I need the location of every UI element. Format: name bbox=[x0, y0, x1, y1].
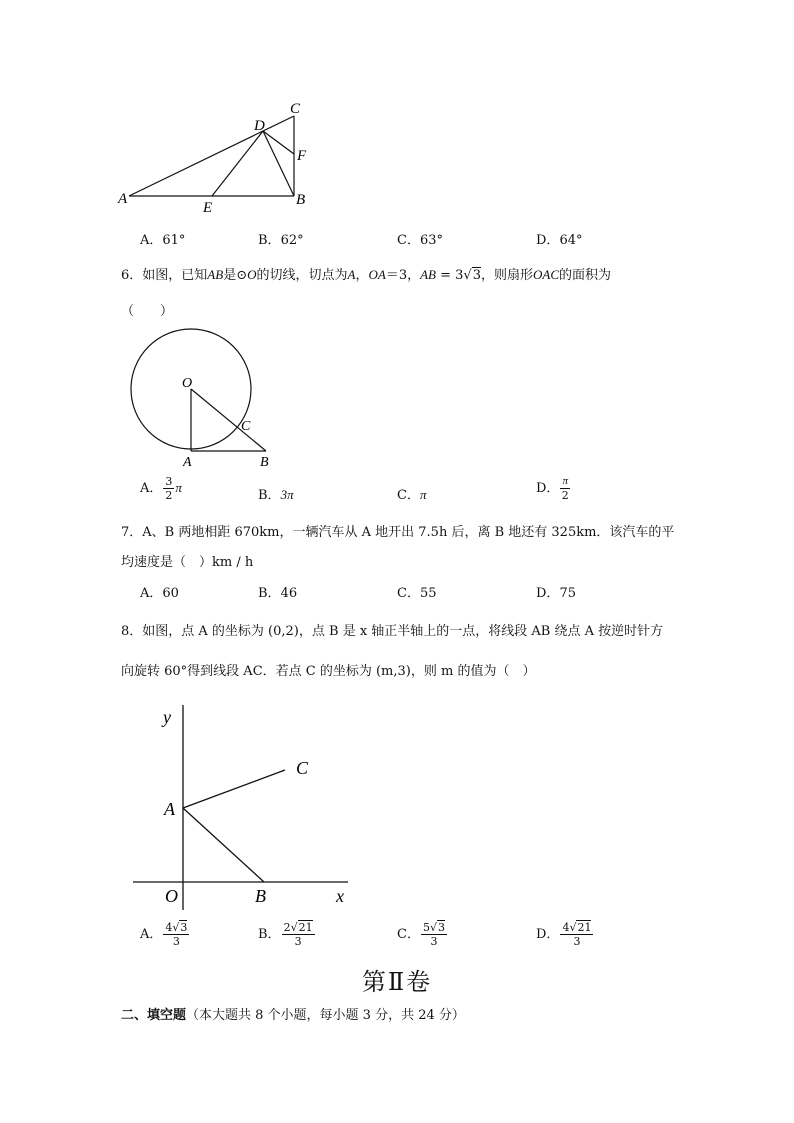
q6-answer-paren: （ ） bbox=[121, 304, 174, 319]
label-C: C bbox=[290, 101, 301, 117]
label-B: B bbox=[260, 455, 269, 470]
label-O: O bbox=[165, 886, 178, 906]
q7-option-d[interactable]: D．75 bbox=[536, 586, 576, 601]
label-A: A bbox=[118, 191, 128, 207]
volume-title: 第Ⅱ卷 bbox=[361, 968, 433, 996]
q5-option-a[interactable] bbox=[140, 229, 185, 248]
label-F: F bbox=[297, 148, 307, 164]
q8-option-c[interactable]: C． $\frac{5√3}{3}$ bbox=[397, 921, 445, 948]
section-title: 二、填空题 bbox=[121, 1008, 187, 1023]
fraction: $\frac{3}{2}$ bbox=[165, 475, 173, 502]
option-letter: A． bbox=[140, 233, 163, 248]
fraction: $\frac{2√21}{3}$ bbox=[283, 921, 313, 948]
label-A: A bbox=[183, 455, 192, 470]
label-E: E bbox=[203, 200, 213, 216]
q6-option-a[interactable]: A． $\frac{3}{2}$ π bbox=[140, 475, 182, 502]
q5-option-b[interactable] bbox=[258, 229, 304, 248]
triangle-figure-q5 bbox=[115, 98, 315, 218]
option-text: 64° bbox=[559, 233, 583, 248]
q8-option-b[interactable]: B． $\frac{2√21}{3}$ bbox=[258, 921, 313, 948]
label-C: C bbox=[296, 758, 309, 778]
q6-option-b[interactable]: B．3π bbox=[258, 487, 294, 503]
label-D: D bbox=[254, 118, 265, 134]
q8-option-d[interactable]: D． $\frac{4√21}{3}$ bbox=[536, 921, 592, 948]
fraction: $\frac{\pi}{2}$ bbox=[561, 475, 569, 502]
option-letter: C． bbox=[397, 233, 420, 248]
option-letter: B． bbox=[258, 233, 281, 248]
q6-stem: 6．如图，已知AB是⊙O的切线，切点为A，OA＝3，AB = 3√3，则扇形OAC的面积为 bbox=[121, 267, 612, 283]
q8-option-a[interactable]: A． $\frac{4√3}{3}$ bbox=[140, 921, 188, 948]
option-text: 63° bbox=[419, 233, 443, 248]
label-O: O bbox=[182, 376, 193, 391]
q7-stem-line2: 均速度是（ ）km / h bbox=[121, 555, 254, 570]
q7-stem-line1: 7．A、B 两地相距 670km，一辆汽车从 A 地开出 7.5h 后，离 B 地还有 325km．该汽车的平 bbox=[121, 525, 675, 540]
q6-option-c[interactable]: C．π bbox=[397, 487, 427, 503]
option-letter: D． bbox=[536, 233, 560, 248]
section-note: （本大题共 8 个小题，每小题 3 分，共 24 分） bbox=[186, 1008, 465, 1023]
circle-figure-q6 bbox=[125, 325, 280, 473]
q7-option-a[interactable]: A．60 bbox=[140, 586, 179, 601]
q8-stem-line1: 8．如图，点 A 的坐标为 (0,2)，点 B 是 x 轴正半轴上的一点，将线段 AB 绕点 A 按逆时针方 bbox=[121, 624, 664, 639]
q7-option-b[interactable]: B．46 bbox=[258, 586, 298, 601]
q8-stem-line2: 向旋转 60°得到线段 AC．若点 C 的坐标为 (m,3)，则 m 的值为（ ） bbox=[121, 664, 536, 679]
option-text: 61° bbox=[162, 233, 186, 248]
q7-option-c[interactable]: C．55 bbox=[397, 586, 437, 601]
coordinate-figure-q8 bbox=[128, 700, 363, 910]
label-C: C bbox=[241, 419, 251, 434]
axis-x-label: x bbox=[336, 886, 344, 906]
q6-option-d[interactable]: D． $\frac{\pi}{2}$ bbox=[536, 475, 569, 502]
axis-y-label: y bbox=[163, 707, 171, 727]
option-text: 62° bbox=[280, 233, 304, 248]
q5-option-c[interactable] bbox=[397, 229, 443, 248]
q5-option-d[interactable] bbox=[536, 229, 582, 248]
section-heading bbox=[121, 1004, 465, 1023]
label-B: B bbox=[296, 192, 306, 208]
label-B: B bbox=[255, 886, 266, 906]
label-A: A bbox=[164, 799, 175, 819]
fraction: $\frac{5√3}{3}$ bbox=[422, 921, 445, 948]
fraction: $\frac{4√21}{3}$ bbox=[562, 921, 592, 948]
fraction: $\frac{4√3}{3}$ bbox=[165, 921, 188, 948]
